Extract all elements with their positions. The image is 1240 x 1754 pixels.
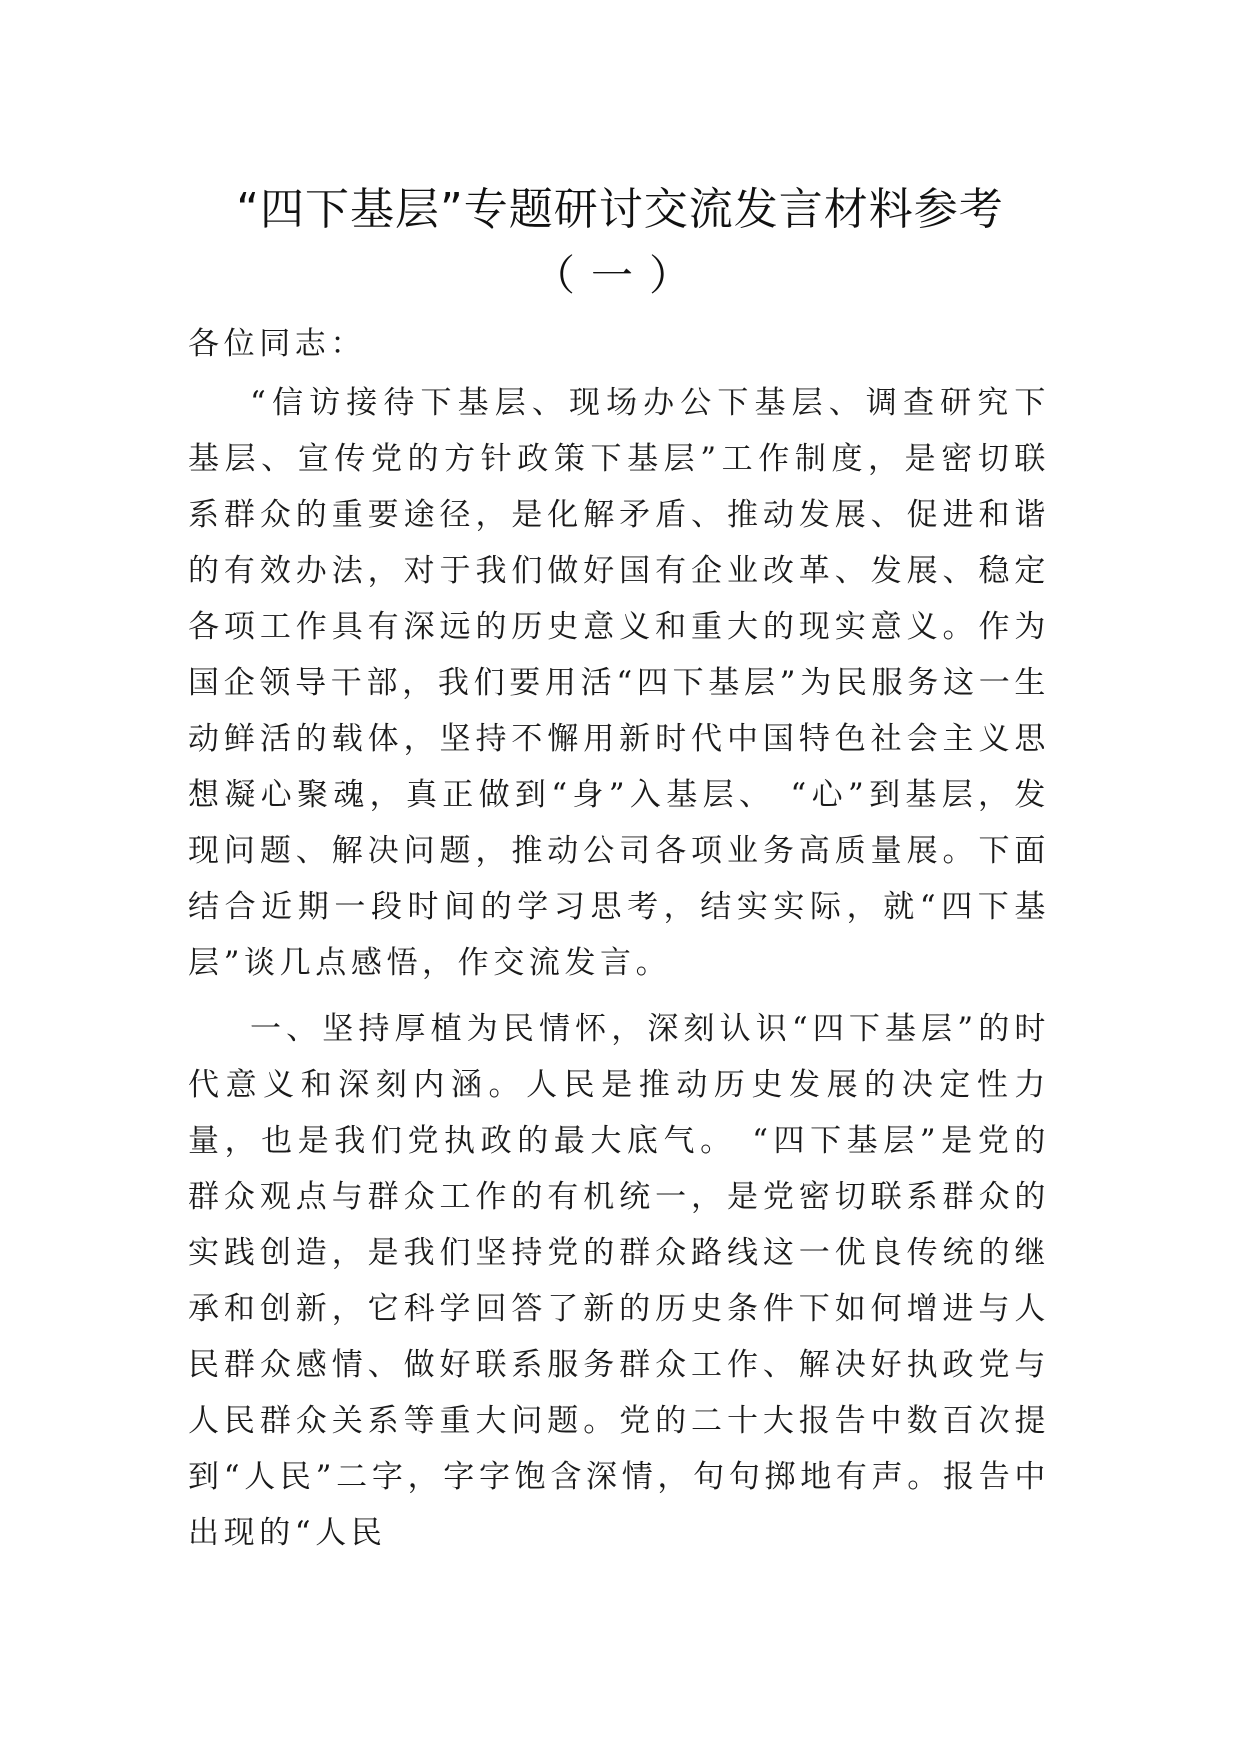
document-title [0, 177, 1240, 309]
document-body [188, 316, 1050, 1571]
paragraph-intro: “信访接待下基层、现场办公下基层、调查研究下基层、宣传党的方针政策下基层”工作制度，是密切联系群众的重要途径，是化解矛盾、推动发展、促进和谐的有效办法，对于我们做好国有企业改革、发展、稳定各项工作具有深远的历史意义和重大的现实意义。作为国企领导干部，我们要用活“四下基层”为民服务这一生动鲜活的载体，坚持不懈用新时代中国特色社会主义思想凝心聚魂，真正做到“身”入基层、 “心”到基层，发现问题、解决问题，推动公司各项业务高质量展。下面结合近期一段时间的学习思考，结实实际，就“四下基层”谈几点感悟，作交流发言。 [188, 385, 1050, 981]
title-line-1: “四下基层”专题研讨交流发言材料参考 [236, 184, 1004, 236]
paragraph-section-one: 一、坚持厚植为民情怀，深刻认识“四下基层”的时代意义和深刻内涵。人民是推动历史发展的决定性力量，也是我们党执政的最大底气。 “四下基层”是党的群众观点与群众工作的有机统一，是党密切联系群众的实践创造，是我们坚持党的群众路线这一优良传统的继承和创新，它科学回答了新的历史条件下如何增进与人民群众感情、做好联系服务群众工作、解决好执政党与人民群众关系等重大问题。党的二十大报告中数百次提到“人民”二字，字字饱含深情，句句掷地有声。报告中出现的“人民 [188, 1011, 1050, 1551]
title-line-2: （一） [532, 251, 707, 301]
salutation: 各位同志： [188, 326, 366, 362]
